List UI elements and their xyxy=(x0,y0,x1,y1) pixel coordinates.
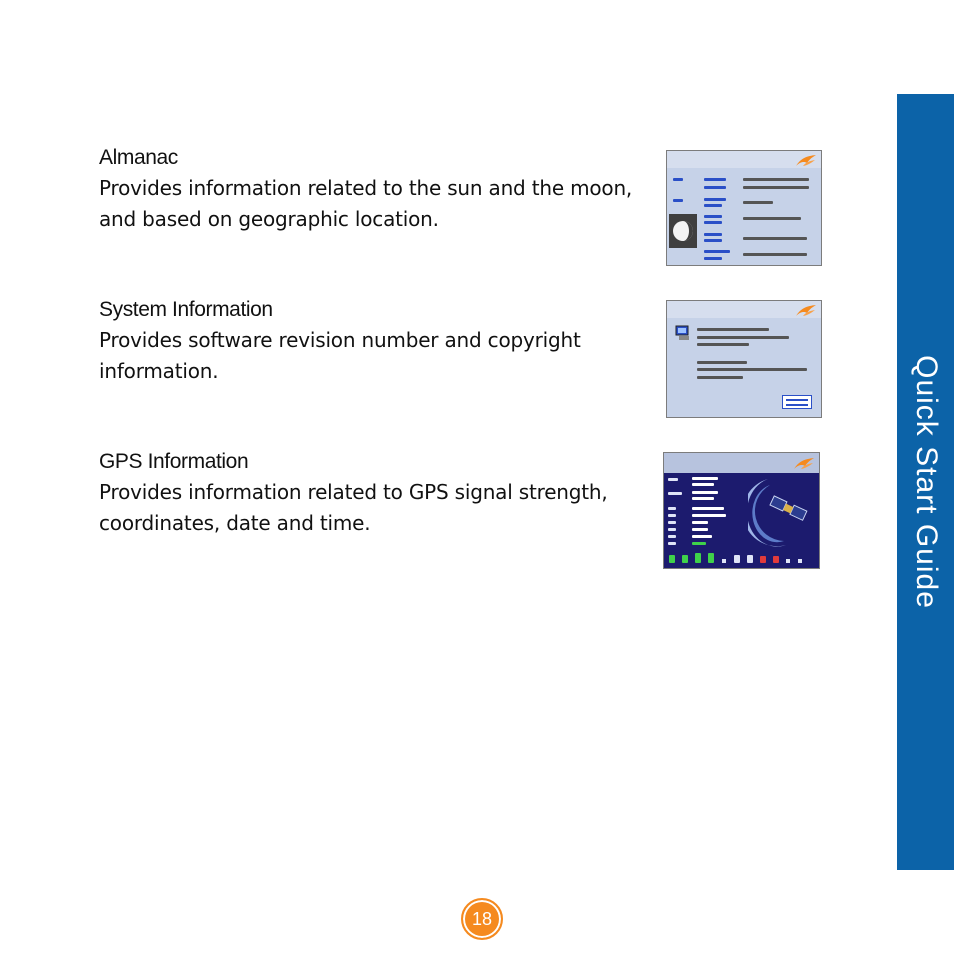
almanac-label-line xyxy=(704,186,726,189)
gps-signal-bar xyxy=(682,555,688,563)
gps-value-line xyxy=(692,521,708,524)
orange-bird-logo-icon xyxy=(793,456,815,475)
almanac-value-line xyxy=(743,237,807,240)
information-text-line xyxy=(697,336,789,339)
gps-signal-bar xyxy=(722,559,726,563)
almanac-screenshot xyxy=(666,150,822,266)
almanac-value-line xyxy=(743,178,809,181)
almanac-label-line xyxy=(704,257,722,260)
orange-bird-logo-icon xyxy=(795,303,817,322)
gps-information-description: Provides information related to GPS signal strength, coordinates, date and time. xyxy=(99,480,608,535)
information-text-line xyxy=(697,328,769,331)
almanac-label-line xyxy=(704,215,722,218)
gps-signal-bar xyxy=(760,556,766,563)
information-text-line xyxy=(697,376,743,379)
gps-information-heading: GPS Information xyxy=(99,450,249,473)
system-information-heading: System Information xyxy=(99,298,273,321)
gps-label-line xyxy=(668,492,682,495)
gps-label-line xyxy=(668,542,676,545)
almanac-label-line xyxy=(704,198,726,201)
almanac-label-line xyxy=(704,178,726,181)
almanac-label-line xyxy=(704,250,730,253)
almanac-label-line xyxy=(704,204,722,207)
gps-information-screenshot xyxy=(663,452,820,569)
almanac-value-line xyxy=(743,186,809,189)
gps-label-line xyxy=(668,507,676,510)
moon-phase-icon xyxy=(669,214,697,252)
gps-label-line xyxy=(668,535,676,538)
gps-label-line xyxy=(668,514,676,517)
gps-information-section xyxy=(99,447,659,539)
almanac-value-line xyxy=(743,201,773,204)
gps-signal-bar xyxy=(695,553,701,563)
almanac-value-line xyxy=(743,253,807,256)
gps-signal-bar xyxy=(747,555,753,563)
orange-bird-logo-icon xyxy=(795,153,817,172)
computer-icon xyxy=(675,325,691,345)
almanac-value-line xyxy=(743,217,801,220)
quick-start-guide-label: Quick Start Guide xyxy=(909,355,943,609)
gps-value-line xyxy=(692,535,712,538)
almanac-label-line xyxy=(704,221,722,224)
almanac-description: Provides information related to the sun and the moon, and based on geographic location. xyxy=(99,176,633,231)
system-information-description: Provides software revision number and copyright information. xyxy=(99,328,581,383)
information-text-line xyxy=(697,368,807,371)
gps-signal-bar xyxy=(786,559,790,563)
almanac-label-line xyxy=(673,178,683,181)
gps-label-line xyxy=(668,478,678,481)
gps-value-line xyxy=(692,542,706,545)
gps-value-line xyxy=(692,483,714,486)
gps-signal-bar xyxy=(773,556,779,563)
gps-value-line xyxy=(692,477,718,480)
gps-value-line xyxy=(692,497,714,500)
gps-value-line xyxy=(692,491,718,494)
gps-value-line xyxy=(692,514,726,517)
almanac-label-line xyxy=(704,239,722,242)
gps-signal-bar xyxy=(798,559,802,563)
gps-signal-bar xyxy=(734,555,740,563)
page-number-badge: 18 xyxy=(461,898,503,940)
quick-start-guide-tab xyxy=(897,94,954,870)
almanac-label-line xyxy=(673,199,683,202)
gps-label-line xyxy=(668,528,676,531)
satellite-icon xyxy=(748,475,818,551)
information-text-line xyxy=(697,361,747,364)
gps-signal-bar xyxy=(669,555,675,563)
information-text-line xyxy=(697,343,749,346)
gps-signal-bar xyxy=(708,553,714,563)
almanac-heading: Almanac xyxy=(99,146,178,169)
gps-label-line xyxy=(668,521,676,524)
system-information-screenshot xyxy=(666,300,822,418)
information-badge xyxy=(782,395,812,409)
system-information-section xyxy=(99,295,659,387)
gps-value-line xyxy=(692,507,724,510)
almanac-label-line xyxy=(704,233,722,236)
gps-value-line xyxy=(692,528,708,531)
almanac-section xyxy=(99,143,659,235)
